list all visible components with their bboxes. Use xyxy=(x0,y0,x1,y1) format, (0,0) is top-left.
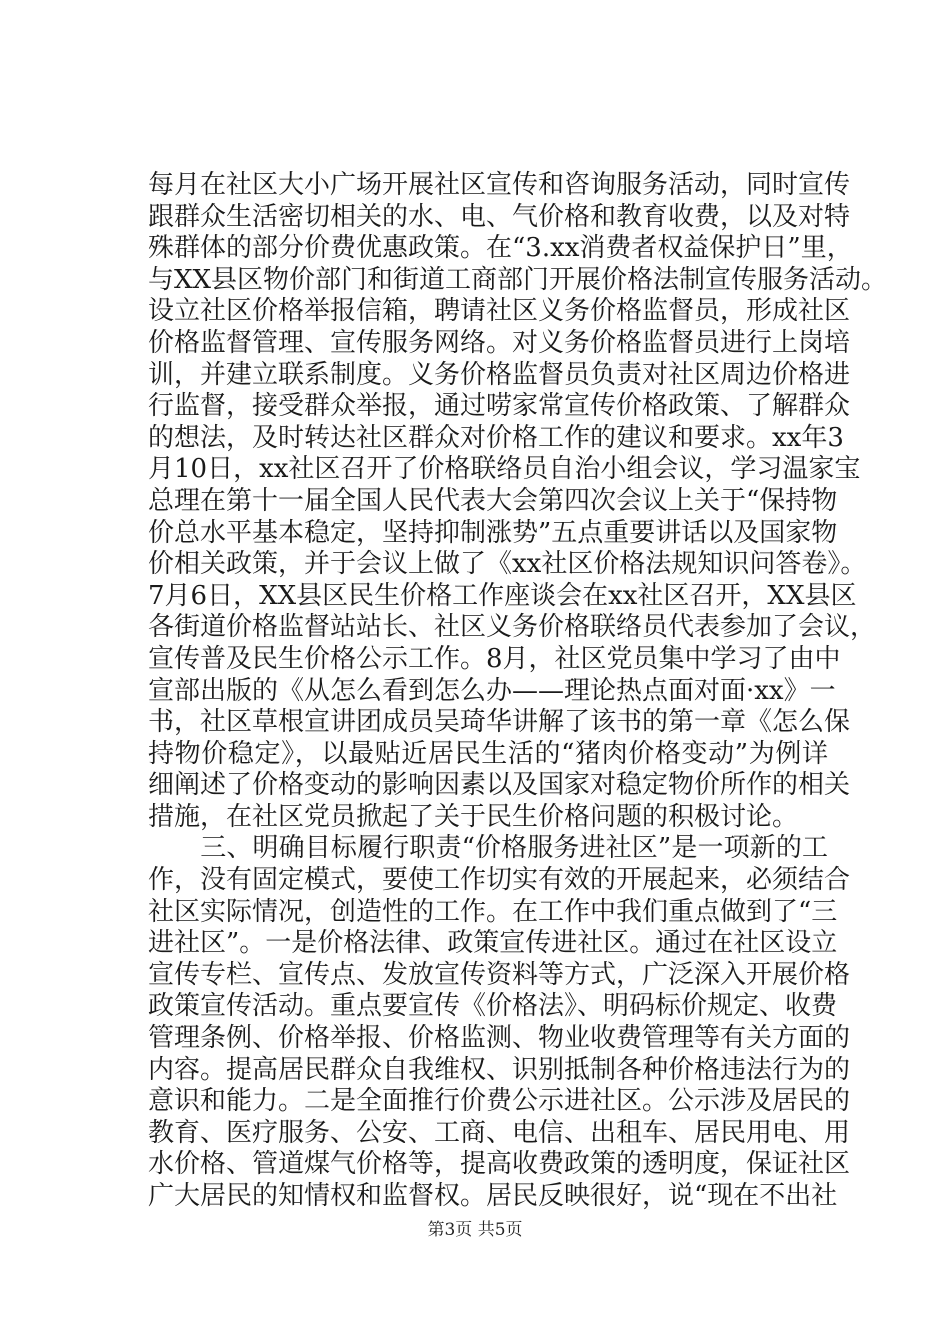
text-line: 作，没有固定模式，要使工作切实有效的开展起来，必须结合 xyxy=(148,865,851,896)
text-line: 政策宣传活动。重点要宣传《价格法》、明码标价规定、收费 xyxy=(148,991,838,1022)
text-line: 总理在第十一届全国人民代表大会第四次会议上关于“保持物 xyxy=(148,485,838,516)
text-line: 宣传专栏、宣传点、发放宣传资料等方式，广泛深入开展价格 xyxy=(148,959,851,990)
text-line: 管理条例、价格举报、价格监测、物业收费管理等有关方面的 xyxy=(148,1023,851,1054)
text-line: 每月在社区大小广场开展社区宣传和咨询服务活动，同时宣传 xyxy=(148,170,851,200)
text-line: 7月6日，XX县区民生价格工作座谈会在xx社区召开，XX县区 xyxy=(148,580,857,611)
text-line: 进社区”。一是价格法律、政策宣传进社区。通过在社区设立 xyxy=(148,928,838,959)
text-line: 价格监督管理、宣传服务网络。对义务价格监督员进行上岗培 xyxy=(148,327,851,358)
text-line: 训，并建立联系制度。义务价格监督员负责对社区周边价格进 xyxy=(148,359,851,390)
text-line: 设立社区价格举报信箱，聘请社区义务价格监督员，形成社区 xyxy=(148,296,851,327)
text-line: 月10日，xx社区召开了价格联络员自治小组会议，学习温家宝 xyxy=(148,454,861,485)
text-line: 各街道价格监督站站长、社区义务价格联络员代表参加了会议， xyxy=(148,612,877,643)
text-line: 宣传普及民生价格公示工作。8月，社区党员集中学习了由中 xyxy=(148,643,841,674)
text-line: 殊群体的部分价费优惠政策。在“3.xx消费者权益保护日”里， xyxy=(148,233,853,264)
text-line: 水价格、管道煤气价格等，提高收费政策的透明度，保证社区 xyxy=(148,1149,851,1180)
text-line: 跟群众生活密切相关的水、电、气价格和教育收费，以及对特 xyxy=(148,201,851,232)
text-line: 措施，在社区党员掀起了关于民生价格问题的积极讨论。 xyxy=(148,801,799,832)
text-line: 广大居民的知情权和监督权。居民反映很好，说“现在不出社 xyxy=(148,1181,838,1211)
text-line: 书，社区草根宣讲团成员吴琦华讲解了该书的第一章《怎么保 xyxy=(148,707,851,738)
text-line: 意识和能力。二是全面推行价费公示进社区。公示涉及居民的 xyxy=(148,1086,851,1117)
text-line: 与XX县区物价部门和街道工商部门开展价格法制宣传服务活动。 xyxy=(148,264,888,295)
text-line: 教育、医疗服务、公安、工商、电信、出租车、居民用电、用 xyxy=(148,1117,851,1148)
text-line: 细阐述了价格变动的影响因素以及国家对稳定物价所作的相关 xyxy=(148,770,851,801)
text-line: 三、明确目标履行职责“价格服务进社区”是一项新的工 xyxy=(148,833,828,864)
text-line: 持物价稳定》，以最贴近居民生活的“猪肉价格变动”为例详 xyxy=(148,738,828,769)
body-text xyxy=(148,170,888,1213)
page-footer: 第3页 共5页 xyxy=(427,1220,523,1240)
text-line: 宣部出版的《从怎么看到怎么办——理论热点面对面·xx》一 xyxy=(148,675,836,706)
text-line: 内容。提高居民群众自我维权、识别抵制各种价格违法行为的 xyxy=(148,1054,851,1085)
text-line: 价相关政策，并于会议上做了《xx社区价格法规知识问答卷》。 xyxy=(148,549,867,580)
text-line: 行监督，接受群众举报，通过唠家常宣传价格政策、了解群众 xyxy=(148,391,851,422)
text-line: 价总水平基本稳定，坚持抑制涨势”五点重要讲话以及国家物 xyxy=(148,517,838,548)
text-line: 的想法，及时转达社区群众对价格工作的建议和要求。xx年3 xyxy=(148,422,844,453)
text-line: 社区实际情况，创造性的工作。在工作中我们重点做到了“三 xyxy=(148,896,838,927)
